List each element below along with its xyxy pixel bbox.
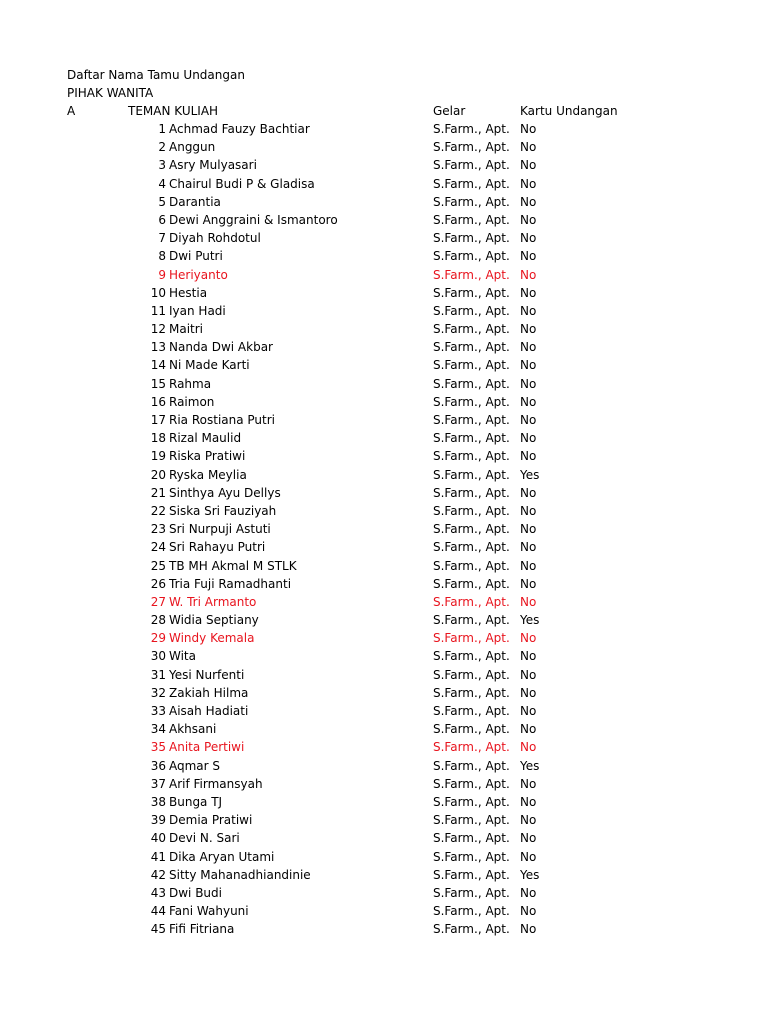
table-row bbox=[0, 156, 768, 174]
guest-kartu: No bbox=[520, 431, 537, 446]
guest-gelar: S.Farm., Apt. bbox=[433, 212, 510, 227]
row-number: 7 bbox=[158, 231, 166, 246]
guest-gelar: S.Farm., Apt. bbox=[433, 904, 510, 919]
row-number: 37 bbox=[150, 776, 166, 791]
guest-gelar: S.Farm., Apt. bbox=[433, 740, 510, 755]
table-row bbox=[0, 229, 768, 247]
guest-kartu: No bbox=[520, 540, 537, 555]
guest-list bbox=[0, 120, 768, 938]
guest-name: Dwi Putri bbox=[169, 249, 223, 264]
row-number: 42 bbox=[150, 867, 166, 882]
row-number: 18 bbox=[150, 431, 166, 446]
guest-name: Heriyanto bbox=[169, 267, 228, 282]
column-header-kartu: Kartu Undangan bbox=[520, 104, 618, 118]
guest-name: Anita Pertiwi bbox=[169, 740, 245, 755]
table-row bbox=[0, 757, 768, 775]
table-row bbox=[0, 884, 768, 902]
guest-kartu: No bbox=[520, 176, 537, 191]
table-row bbox=[0, 702, 768, 720]
row-number: 29 bbox=[150, 631, 166, 646]
row-number: 9 bbox=[158, 267, 166, 282]
guest-gelar: S.Farm., Apt. bbox=[433, 631, 510, 646]
row-number: 1 bbox=[158, 122, 166, 136]
guest-kartu: No bbox=[520, 140, 537, 155]
guest-name: Sitty Mahanadhiandinie bbox=[169, 867, 311, 882]
guest-gelar: S.Farm., Apt. bbox=[433, 340, 510, 355]
guest-kartu: No bbox=[520, 231, 537, 246]
row-number: 20 bbox=[150, 467, 166, 482]
guest-name: Wita bbox=[169, 649, 196, 664]
row-number: 28 bbox=[150, 613, 166, 628]
guest-name: Maitri bbox=[169, 322, 204, 337]
guest-kartu: No bbox=[520, 667, 537, 682]
guest-name: Widia Septiany bbox=[169, 613, 259, 628]
table-row bbox=[0, 266, 768, 284]
guest-kartu: No bbox=[520, 485, 537, 500]
guest-name: Asry Mulyasari bbox=[169, 158, 257, 173]
table-row bbox=[0, 720, 768, 738]
guest-kartu: No bbox=[520, 576, 537, 591]
guest-kartu: No bbox=[520, 813, 537, 828]
row-number: 17 bbox=[150, 413, 166, 427]
table-row bbox=[0, 247, 768, 265]
guest-name: Windy Kemala bbox=[169, 631, 255, 646]
row-number: 24 bbox=[150, 540, 166, 555]
table-row bbox=[0, 593, 768, 611]
guest-gelar: S.Farm., Apt. bbox=[433, 704, 510, 718]
guest-gelar: S.Farm., Apt. bbox=[433, 849, 510, 864]
row-number: 12 bbox=[150, 322, 166, 337]
guest-name: TB MH Akmal M STLK bbox=[169, 558, 297, 573]
guest-kartu: No bbox=[520, 249, 537, 264]
row-number: 8 bbox=[158, 249, 166, 264]
row-number: 45 bbox=[150, 922, 166, 937]
guest-name: Yesi Nurfenti bbox=[169, 667, 245, 682]
guest-gelar: S.Farm., Apt. bbox=[433, 922, 510, 937]
table-row bbox=[0, 447, 768, 465]
guest-gelar: S.Farm., Apt. bbox=[433, 176, 510, 191]
guest-name: Rahma bbox=[169, 376, 212, 391]
document-title: Daftar Nama Tamu Undangan bbox=[67, 68, 245, 82]
table-row bbox=[0, 411, 768, 429]
row-number: 36 bbox=[150, 758, 166, 773]
guest-kartu: No bbox=[520, 594, 537, 609]
guest-kartu: No bbox=[520, 285, 537, 300]
guest-name: Sri Rahayu Putri bbox=[169, 540, 266, 555]
table-row bbox=[0, 175, 768, 193]
guest-gelar: S.Farm., Apt. bbox=[433, 449, 510, 464]
guest-kartu: Yes bbox=[520, 867, 540, 882]
guest-kartu: No bbox=[520, 122, 537, 136]
row-number: 6 bbox=[158, 212, 166, 227]
row-number: 21 bbox=[150, 485, 166, 500]
table-row bbox=[0, 138, 768, 156]
guest-gelar: S.Farm., Apt. bbox=[433, 613, 510, 628]
guest-gelar: S.Farm., Apt. bbox=[433, 522, 510, 537]
table-row bbox=[0, 684, 768, 702]
guest-kartu: Yes bbox=[520, 758, 540, 773]
guest-gelar: S.Farm., Apt. bbox=[433, 503, 510, 518]
guest-kartu: No bbox=[520, 558, 537, 573]
guest-gelar: S.Farm., Apt. bbox=[433, 831, 510, 846]
guest-name: Sri Nurpuji Astuti bbox=[169, 522, 271, 537]
table-row bbox=[0, 575, 768, 593]
row-number: 10 bbox=[150, 285, 166, 300]
guest-name: Devi N. Sari bbox=[169, 831, 240, 846]
row-number: 14 bbox=[150, 358, 166, 373]
guest-kartu: No bbox=[520, 503, 537, 518]
document-subtitle: PIHAK WANITA bbox=[67, 86, 154, 100]
row-number: 31 bbox=[150, 667, 166, 682]
guest-gelar: S.Farm., Apt. bbox=[433, 813, 510, 828]
row-number: 40 bbox=[150, 831, 166, 846]
guest-gelar: S.Farm., Apt. bbox=[433, 122, 510, 136]
group-label: TEMAN KULIAH bbox=[128, 104, 219, 118]
guest-gelar: S.Farm., Apt. bbox=[433, 558, 510, 573]
guest-name: Arif Firmansyah bbox=[169, 776, 263, 791]
row-number: 13 bbox=[150, 340, 166, 355]
guest-kartu: No bbox=[520, 831, 537, 846]
guest-gelar: S.Farm., Apt. bbox=[433, 685, 510, 700]
guest-kartu: No bbox=[520, 722, 537, 737]
guest-kartu: No bbox=[520, 794, 537, 809]
table-row bbox=[0, 557, 768, 575]
table-row bbox=[0, 811, 768, 829]
guest-gelar: S.Farm., Apt. bbox=[433, 776, 510, 791]
guest-name: Nanda Dwi Akbar bbox=[169, 340, 273, 355]
guest-name: Ryska Meylia bbox=[169, 467, 247, 482]
guest-gelar: S.Farm., Apt. bbox=[433, 758, 510, 773]
table-row bbox=[0, 738, 768, 756]
row-number: 34 bbox=[150, 722, 166, 737]
guest-kartu: No bbox=[520, 340, 537, 355]
row-number: 22 bbox=[150, 503, 166, 518]
guest-kartu: No bbox=[520, 885, 537, 900]
guest-kartu: No bbox=[520, 704, 537, 718]
guest-name: Raimon bbox=[169, 394, 215, 409]
row-number: 15 bbox=[150, 376, 166, 391]
guest-gelar: S.Farm., Apt. bbox=[433, 540, 510, 555]
guest-kartu: No bbox=[520, 740, 537, 755]
guest-name: Aqmar S bbox=[169, 758, 221, 773]
row-number: 32 bbox=[150, 685, 166, 700]
guest-gelar: S.Farm., Apt. bbox=[433, 594, 510, 609]
table-row bbox=[0, 466, 768, 484]
row-number: 25 bbox=[150, 558, 166, 573]
guest-name: Darantia bbox=[169, 194, 221, 209]
guest-name: Akhsani bbox=[169, 722, 217, 737]
guest-gelar: S.Farm., Apt. bbox=[433, 231, 510, 246]
guest-name: Tria Fuji Ramadhanti bbox=[169, 576, 292, 591]
table-row bbox=[0, 193, 768, 211]
table-row bbox=[0, 284, 768, 302]
row-number: 2 bbox=[158, 140, 166, 155]
row-number: 11 bbox=[150, 303, 166, 318]
guest-kartu: No bbox=[520, 449, 537, 464]
guest-name: Bunga TJ bbox=[169, 794, 223, 809]
guest-gelar: S.Farm., Apt. bbox=[433, 249, 510, 264]
guest-kartu: No bbox=[520, 649, 537, 664]
guest-gelar: S.Farm., Apt. bbox=[433, 194, 510, 209]
guest-kartu: Yes bbox=[520, 467, 540, 482]
guest-gelar: S.Farm., Apt. bbox=[433, 576, 510, 591]
guest-gelar: S.Farm., Apt. bbox=[433, 467, 510, 482]
guest-gelar: S.Farm., Apt. bbox=[433, 722, 510, 737]
guest-gelar: S.Farm., Apt. bbox=[433, 667, 510, 682]
row-number: 43 bbox=[150, 885, 166, 900]
guest-name: Siska Sri Fauziyah bbox=[169, 503, 277, 518]
table-row bbox=[0, 866, 768, 884]
table-row bbox=[0, 520, 768, 538]
table-row bbox=[0, 502, 768, 520]
table-row bbox=[0, 338, 768, 356]
guest-gelar: S.Farm., Apt. bbox=[433, 322, 510, 337]
row-number: 19 bbox=[150, 449, 166, 464]
table-row bbox=[0, 611, 768, 629]
guest-kartu: No bbox=[520, 158, 537, 173]
guest-kartu: No bbox=[520, 194, 537, 209]
row-number: 5 bbox=[158, 194, 166, 209]
guest-name: Demia Pratiwi bbox=[169, 813, 253, 828]
guest-name: Ni Made Karti bbox=[169, 358, 250, 373]
row-number: 23 bbox=[150, 522, 166, 537]
row-number: 35 bbox=[150, 740, 166, 755]
table-row bbox=[0, 393, 768, 411]
guest-name: Fifi Fitriana bbox=[169, 922, 235, 937]
guest-kartu: No bbox=[520, 685, 537, 700]
table-row bbox=[0, 211, 768, 229]
guest-gelar: S.Farm., Apt. bbox=[433, 285, 510, 300]
guest-kartu: No bbox=[520, 267, 537, 282]
guest-gelar: S.Farm., Apt. bbox=[433, 431, 510, 446]
guest-name: Rizal Maulid bbox=[169, 431, 242, 446]
guest-name: Dewi Anggraini & Ismantoro bbox=[169, 212, 338, 227]
table-row bbox=[0, 356, 768, 374]
guest-name: Zakiah Hilma bbox=[169, 685, 249, 700]
row-number: 44 bbox=[150, 904, 166, 919]
guest-kartu: No bbox=[520, 413, 537, 427]
guest-gelar: S.Farm., Apt. bbox=[433, 794, 510, 809]
table-row bbox=[0, 302, 768, 320]
section-letter: A bbox=[67, 104, 76, 118]
table-row bbox=[0, 666, 768, 684]
table-row bbox=[0, 120, 768, 138]
guest-name: Ria Rostiana Putri bbox=[169, 413, 276, 427]
guest-name: Dika Aryan Utami bbox=[169, 849, 275, 864]
guest-gelar: S.Farm., Apt. bbox=[433, 394, 510, 409]
row-number: 33 bbox=[150, 704, 166, 718]
guest-name: Diyah Rohdotul bbox=[169, 231, 261, 246]
guest-name: Aisah Hadiati bbox=[169, 704, 249, 718]
guest-name: Fani Wahyuni bbox=[169, 904, 249, 919]
guest-gelar: S.Farm., Apt. bbox=[433, 140, 510, 155]
guest-gelar: S.Farm., Apt. bbox=[433, 267, 510, 282]
row-number: 30 bbox=[150, 649, 166, 664]
table-row bbox=[0, 538, 768, 556]
guest-kartu: No bbox=[520, 322, 537, 337]
guest-name: Anggun bbox=[169, 140, 216, 155]
guest-kartu: Yes bbox=[520, 613, 540, 628]
guest-kartu: No bbox=[520, 358, 537, 373]
table-row bbox=[0, 793, 768, 811]
table-row bbox=[0, 647, 768, 665]
guest-name: Chairul Budi P & Gladisa bbox=[169, 176, 315, 191]
guest-gelar: S.Farm., Apt. bbox=[433, 413, 510, 427]
guest-gelar: S.Farm., Apt. bbox=[433, 158, 510, 173]
guest-gelar: S.Farm., Apt. bbox=[433, 303, 510, 318]
guest-kartu: No bbox=[520, 631, 537, 646]
guest-gelar: S.Farm., Apt. bbox=[433, 485, 510, 500]
guest-name: Dwi Budi bbox=[169, 885, 222, 900]
guest-name: Riska Pratiwi bbox=[169, 449, 246, 464]
guest-kartu: No bbox=[520, 922, 537, 937]
guest-name: Achmad Fauzy Bachtiar bbox=[169, 122, 310, 136]
table-row bbox=[0, 775, 768, 793]
guest-gelar: S.Farm., Apt. bbox=[433, 885, 510, 900]
guest-gelar: S.Farm., Apt. bbox=[433, 867, 510, 882]
table-row bbox=[0, 848, 768, 866]
guest-name: Sinthya Ayu Dellys bbox=[169, 485, 281, 500]
row-number: 4 bbox=[158, 176, 166, 191]
guest-name: W. Tri Armanto bbox=[169, 594, 257, 609]
table-row bbox=[0, 429, 768, 447]
guest-kartu: No bbox=[520, 394, 537, 409]
guest-kartu: No bbox=[520, 904, 537, 919]
row-number: 39 bbox=[150, 813, 166, 828]
row-number: 41 bbox=[150, 849, 166, 864]
guest-kartu: No bbox=[520, 522, 537, 537]
row-number: 3 bbox=[158, 158, 166, 173]
table-row bbox=[0, 829, 768, 847]
guest-kartu: No bbox=[520, 303, 537, 318]
guest-name: Hestia bbox=[169, 285, 208, 300]
guest-gelar: S.Farm., Apt. bbox=[433, 376, 510, 391]
guest-kartu: No bbox=[520, 212, 537, 227]
row-number: 16 bbox=[150, 394, 166, 409]
guest-gelar: S.Farm., Apt. bbox=[433, 358, 510, 373]
guest-kartu: No bbox=[520, 776, 537, 791]
table-row bbox=[0, 320, 768, 338]
row-number: 27 bbox=[150, 594, 166, 609]
guest-kartu: No bbox=[520, 376, 537, 391]
table-row bbox=[0, 629, 768, 647]
guest-name: Iyan Hadi bbox=[169, 303, 226, 318]
table-row bbox=[0, 484, 768, 502]
guest-kartu: No bbox=[520, 849, 537, 864]
column-header-gelar: Gelar bbox=[433, 104, 466, 118]
row-number: 26 bbox=[150, 576, 166, 591]
table-row bbox=[0, 375, 768, 393]
guest-gelar: S.Farm., Apt. bbox=[433, 649, 510, 664]
table-row bbox=[0, 920, 768, 938]
row-number: 38 bbox=[150, 794, 166, 809]
table-row bbox=[0, 902, 768, 920]
